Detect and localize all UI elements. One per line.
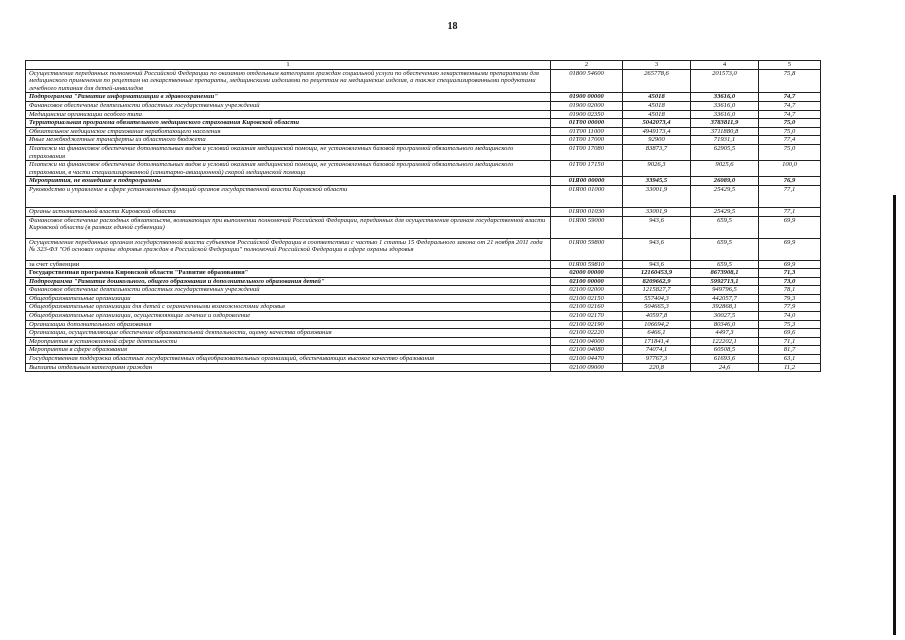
row-plan-value: 45018 [623, 93, 691, 102]
row-code-cell: 01Я00 01030 [551, 207, 623, 216]
table-row [26, 363, 821, 372]
table-row [26, 238, 821, 260]
row-percent-value: 75,0 [759, 119, 821, 128]
row-actual-value: 5992713,1 [691, 277, 759, 286]
row-name-cell: Государственная поддержка областных государственных общеобразовательных организаций, обеспечивающих высокое качество образования [26, 355, 551, 364]
row-code-cell: 01Т00 11000 [551, 127, 623, 136]
table-row [26, 136, 821, 145]
table-row [26, 101, 821, 110]
row-name-cell: Обязательное медицинское страхование неработающего населения [26, 127, 551, 136]
row-name-cell: Финансовое обеспечение расходных обязательств, возникающих при выполнении полномочий Российской Федерации, переданных для осуществления органам государственной власти Кировской области (в рамках единой субвенции) [26, 216, 551, 238]
row-plan-value: 504665,3 [623, 303, 691, 312]
row-plan-value: 45018 [623, 110, 691, 119]
row-actual-value: 30027,5 [691, 312, 759, 321]
row-name-cell: Общеобразовательные организации [26, 294, 551, 303]
row-plan-value: 8209662,9 [623, 277, 691, 286]
row-name-cell: Подпрограмма "Развитие информатизации в здравоохранении" [26, 93, 551, 102]
page-number: 18 [447, 21, 458, 32]
row-code-cell: 02100 02000 [551, 286, 623, 295]
row-actual-value: 3711880,8 [691, 127, 759, 136]
row-percent-value: 74,7 [759, 93, 821, 102]
row-actual-value: 392868,1 [691, 303, 759, 312]
row-percent-value: 69,9 [759, 216, 821, 238]
column-header-plan: 3 [623, 61, 691, 70]
column-header-code: 2 [551, 61, 623, 70]
row-plan-value: 106694,2 [623, 320, 691, 329]
row-actual-value: 122202,1 [691, 337, 759, 346]
row-name-cell: Территориальная программа обязательного медицинского страхования Кировской области [26, 119, 551, 128]
row-code-cell: 02100 00000 [551, 277, 623, 286]
row-code-cell: 01900 02350 [551, 110, 623, 119]
row-actual-value: 442057,7 [691, 294, 759, 303]
row-percent-value: 69,9 [759, 260, 821, 269]
row-percent-value: 74,7 [759, 101, 821, 110]
table-row [26, 269, 821, 278]
row-percent-value: 78,1 [759, 286, 821, 295]
row-actual-value: 33616,0 [691, 93, 759, 102]
row-plan-value: 9026,3 [623, 161, 691, 177]
table-body [26, 69, 821, 372]
row-actual-value: 4497,3 [691, 329, 759, 338]
row-actual-value: 62905,5 [691, 144, 759, 160]
row-percent-value: 69,9 [759, 238, 821, 260]
table-row [26, 110, 821, 119]
row-code-cell: 02100 02170 [551, 312, 623, 321]
column-header-percent: 5 [759, 61, 821, 70]
row-actual-value: 71931,1 [691, 136, 759, 145]
row-name-cell: Иные межбюджетные трансферты из областного бюджета [26, 136, 551, 145]
row-plan-value: 4949173,4 [623, 127, 691, 136]
row-name-cell: Организации, осуществляющие обеспечение образовательной деятельности, оценку качества образования [26, 329, 551, 338]
table-row [26, 119, 821, 128]
row-code-cell: 02100 02220 [551, 329, 623, 338]
row-plan-value: 83873,7 [623, 144, 691, 160]
row-plan-value: 33945,5 [623, 177, 691, 186]
row-percent-value: 74,7 [759, 110, 821, 119]
table-row [26, 216, 821, 238]
row-name-cell: Руководство и управление в сфере установленных функций органов государственной власти Кировской области [26, 185, 551, 207]
row-name-cell: Общеобразовательные организации, осуществляющие лечение и оздоровление [26, 312, 551, 321]
row-code-cell: 01Т00 00000 [551, 119, 623, 128]
table-row [26, 277, 821, 286]
row-code-cell: 01Я00 59000 [551, 216, 623, 238]
row-code-cell: 02100 04000 [551, 337, 623, 346]
row-name-cell: Финансовое обеспечение деятельности областных государственных учреждений [26, 286, 551, 295]
row-plan-value: 1215827,7 [623, 286, 691, 295]
row-plan-value: 40597,8 [623, 312, 691, 321]
table-row [26, 320, 821, 329]
table-row [26, 312, 821, 321]
table-header-row [26, 61, 821, 70]
row-plan-value: 74074,1 [623, 346, 691, 355]
row-plan-value: 171841,4 [623, 337, 691, 346]
row-percent-value: 74,0 [759, 312, 821, 321]
binding-edge-rule [893, 195, 896, 635]
row-code-cell: 01Я00 59810 [551, 260, 623, 269]
column-header-name: 1 [26, 61, 551, 70]
row-actual-value: 659,5 [691, 216, 759, 238]
table-row [26, 346, 821, 355]
row-name-cell: Государственная программа Кировской области "Развитие образования" [26, 269, 551, 278]
row-plan-value: 33001,9 [623, 185, 691, 207]
row-plan-value: 33001,9 [623, 207, 691, 216]
row-code-cell: 01Я00 01000 [551, 185, 623, 207]
row-code-cell: 02100 09000 [551, 363, 623, 372]
row-percent-value: 75,3 [759, 320, 821, 329]
row-actual-value: 8673908,1 [691, 269, 759, 278]
row-plan-value: 45018 [623, 101, 691, 110]
row-code-cell: 02100 02160 [551, 303, 623, 312]
row-name-cell: Общеобразовательные организации для детей с ограниченными возможностями здоровья [26, 303, 551, 312]
row-percent-value: 79,3 [759, 294, 821, 303]
row-percent-value: 77,4 [759, 136, 821, 145]
row-code-cell: 01800 54600 [551, 69, 623, 93]
row-plan-value: 557404,3 [623, 294, 691, 303]
row-percent-value: 75,8 [759, 69, 821, 93]
row-actual-value: 949796,5 [691, 286, 759, 295]
row-actual-value: 60508,5 [691, 346, 759, 355]
row-percent-value: 75,0 [759, 144, 821, 160]
row-code-cell: 01Т00 17080 [551, 144, 623, 160]
row-name-cell: Мероприятия в сфере образования [26, 346, 551, 355]
budget-table [25, 60, 821, 372]
row-percent-value: 77,1 [759, 185, 821, 207]
row-name-cell: Медицинские организации особого типа [26, 110, 551, 119]
row-percent-value: 77,1 [759, 207, 821, 216]
row-plan-value: 943,6 [623, 238, 691, 260]
row-actual-value: 33616,0 [691, 110, 759, 119]
row-plan-value: 265778,6 [623, 69, 691, 93]
row-code-cell: 02100 04470 [551, 355, 623, 364]
table-row [26, 329, 821, 338]
row-actual-value: 25429,5 [691, 185, 759, 207]
row-code-cell: 02100 02190 [551, 320, 623, 329]
row-actual-value: 61693,6 [691, 355, 759, 364]
row-name-cell: за счет субвенции [26, 260, 551, 269]
row-plan-value: 97767,3 [623, 355, 691, 364]
row-name-cell: Подпрограмма "Развитие дошкольного, общего образования и дополнительного образования детей" [26, 277, 551, 286]
row-code-cell: 01Т00 17150 [551, 161, 623, 177]
row-actual-value: 9025,6 [691, 161, 759, 177]
row-name-cell: Осуществление переданных органам государственной власти субъектов Российской Федерации в соответствии с частью 1 статьи 15 Федерального закона от 21 ноября 2011 года № 323-ФЗ "Об основах охраны здоровья граждан в Российской Федерации" полномочий Российской Федерации в сфере охраны здоровья [26, 238, 551, 260]
row-plan-value: 5042073,4 [623, 119, 691, 128]
row-actual-value: 80346,0 [691, 320, 759, 329]
row-code-cell: 01Я00 59800 [551, 238, 623, 260]
row-plan-value: 943,6 [623, 216, 691, 238]
row-actual-value: 659,5 [691, 238, 759, 260]
table-row [26, 69, 821, 93]
table-row [26, 337, 821, 346]
row-plan-value: 943,6 [623, 260, 691, 269]
row-name-cell: Мероприятия, не вошедшие в подпрограммы [26, 177, 551, 186]
row-percent-value: 75,0 [759, 127, 821, 136]
row-code-cell: 02000 00000 [551, 269, 623, 278]
table-row [26, 144, 821, 160]
row-name-cell: Мероприятия в установленной сфере деятельности [26, 337, 551, 346]
table-row [26, 161, 821, 177]
table-row [26, 177, 821, 186]
row-percent-value: 100,0 [759, 161, 821, 177]
row-code-cell: 01Я00 00000 [551, 177, 623, 186]
row-code-cell: 01900 00000 [551, 93, 623, 102]
table-row [26, 286, 821, 295]
column-header-actual: 4 [691, 61, 759, 70]
row-percent-value: 71,1 [759, 337, 821, 346]
row-code-cell: 01900 02000 [551, 101, 623, 110]
row-plan-value: 220,8 [623, 363, 691, 372]
row-plan-value: 92900 [623, 136, 691, 145]
row-name-cell: Выплаты отдельным категориям граждан [26, 363, 551, 372]
row-actual-value: 25429,5 [691, 207, 759, 216]
table-row [26, 303, 821, 312]
row-percent-value: 76,9 [759, 177, 821, 186]
table-row [26, 127, 821, 136]
row-actual-value: 3783811,9 [691, 119, 759, 128]
row-actual-value: 201573,0 [691, 69, 759, 93]
row-actual-value: 24,6 [691, 363, 759, 372]
row-name-cell: Финансовое обеспечение деятельности областных государственных учреждений [26, 101, 551, 110]
row-percent-value: 11,2 [759, 363, 821, 372]
row-percent-value: 81,7 [759, 346, 821, 355]
row-name-cell: Органы исполнительной власти Кировской области [26, 207, 551, 216]
table-row [26, 93, 821, 102]
table-row [26, 207, 821, 216]
row-percent-value: 71,3 [759, 269, 821, 278]
row-plan-value: 6466,1 [623, 329, 691, 338]
row-percent-value: 77,9 [759, 303, 821, 312]
row-percent-value: 73,0 [759, 277, 821, 286]
table-row [26, 185, 821, 207]
row-name-cell: Платежи на финансовое обеспечение дополнительных видов и условий оказания медицинской помощи, не установленных базовой программой обязательного медицинского страхования [26, 144, 551, 160]
table-row [26, 355, 821, 364]
row-plan-value: 12160453,9 [623, 269, 691, 278]
row-percent-value: 63,1 [759, 355, 821, 364]
row-name-cell: Платежи на финансовое обеспечение дополнительных видов и условий оказания медицинской помощи, не установленных базовой программой обязательного медицинского страхования, в части специализированной (санитарно-авиационной) скорой медицинской помощи [26, 161, 551, 177]
table-row [26, 260, 821, 269]
row-name-cell: Осуществление переданных полномочий Российской Федерации по оказанию отдельным категориям граждан социальной услуги по обеспечению лекарственными препаратами для медицинского применения по рецептам на лекарственные препараты, медицинскими изделиями по рецептам на медицинские изделия, а также специализированными продуктами лечебного питания для детей-инвалидов [26, 69, 551, 93]
table-row [26, 294, 821, 303]
row-actual-value: 26089,0 [691, 177, 759, 186]
row-percent-value: 69,6 [759, 329, 821, 338]
row-code-cell: 02100 04080 [551, 346, 623, 355]
row-code-cell: 01Т00 17000 [551, 136, 623, 145]
row-actual-value: 659,5 [691, 260, 759, 269]
row-name-cell: Организации дополнительного образования [26, 320, 551, 329]
row-actual-value: 33616,0 [691, 101, 759, 110]
row-code-cell: 02100 02150 [551, 294, 623, 303]
